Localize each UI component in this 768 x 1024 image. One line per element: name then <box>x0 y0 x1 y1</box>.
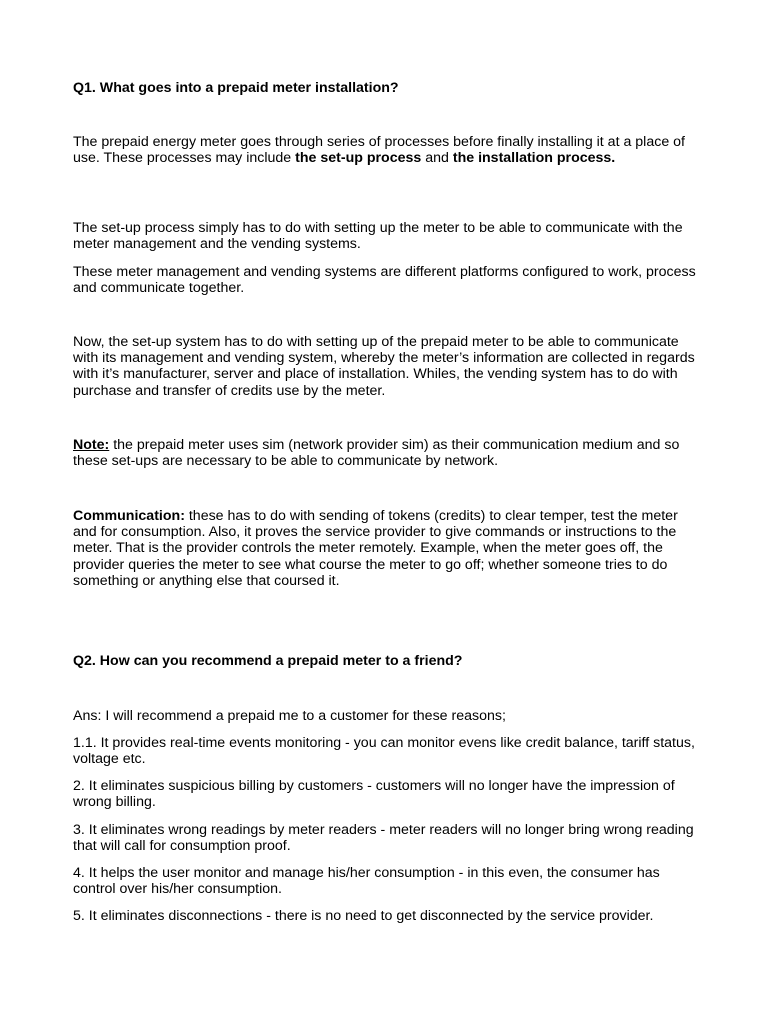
q2-intro: Ans: I will recommend a prepaid me to a customer for these reasons; <box>73 708 506 724</box>
note-label: Note: <box>73 437 110 453</box>
q1-p1-mid: and <box>421 150 453 167</box>
q1-paragraph-1 <box>73 134 703 166</box>
q1-note <box>73 437 703 469</box>
q1-p1-bold-installation: the installation process. <box>452 150 616 167</box>
note-text: the prepaid meter uses sim (network provider sim) as their communication medium and so these set-ups are necessary to be able to communicate by network. <box>73 437 680 470</box>
q1-heading: Q1. What goes into a prepaid meter installation? <box>73 80 399 96</box>
list-item: 5. It eliminates disconnections - there is no need to get disconnected by the service provider. <box>73 908 654 924</box>
q1-paragraph-2: The set-up process simply has to do with setting up the meter to be able to communicate with the meter management and the vending systems. <box>73 220 683 253</box>
q1-p1-text: The prepaid energy meter goes through series of processes before finally installing it at a place of use. These processes may include <box>73 134 685 167</box>
communication-text: these has to do with sending of tokens (credits) to clear temper, test the meter and for consumption. Also, it proves the service provider to give commands or instructions to the meter. That is the provider controls the meter remotely. Example, when the meter goes off, the provider queries the meter to see what course the meter to go off; whether someone tries to do something or anything else that coursed it. <box>73 508 678 589</box>
list-item: 4. It helps the user monitor and manage his/her consumption - in this even, the consumer has control over his/her consumption. <box>73 865 660 898</box>
q1-paragraph-3: These meter management and vending systems are different platforms configured to work, process and communicate together. <box>73 264 696 297</box>
communication-label: Communication: <box>73 508 185 524</box>
q2-heading: Q2. How can you recommend a prepaid meter to a friend? <box>73 653 463 669</box>
list-item: 3. It eliminates wrong readings by meter readers - meter readers will no longer bring wrong reading that will call for consumption proof. <box>73 822 694 855</box>
q1-communication <box>73 508 703 589</box>
q1-paragraph-4: Now, the set-up system has to do with setting up of the prepaid meter to be able to communicate with its management and vending system, whereby the meter’s information are collected in regards with it’s manufacturer, server and place of installation. Whiles, the vending system has to do with purchase and transfer of credits use by the meter. <box>73 334 695 399</box>
q1-p1-bold-setup: the set-up process <box>295 150 422 167</box>
list-item: 1.1. It provides real-time events monitoring - you can monitor evens like credit balance, tariff status, voltage etc. <box>73 735 695 768</box>
list-item: 2. It eliminates suspicious billing by customers - customers will no longer have the impression of wrong billing. <box>73 778 675 811</box>
